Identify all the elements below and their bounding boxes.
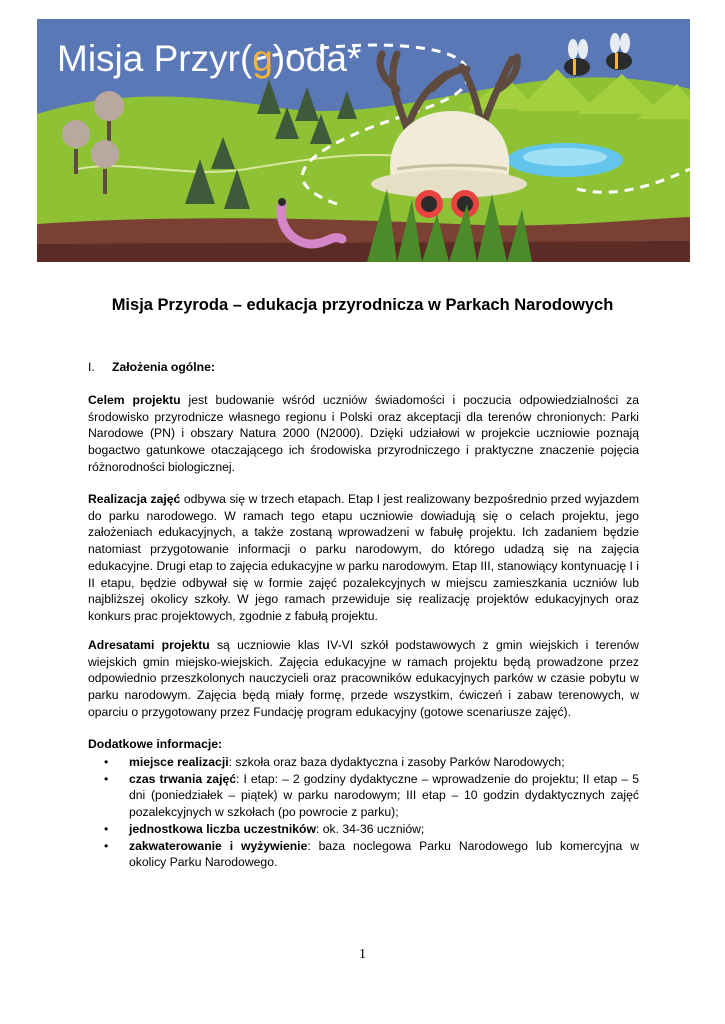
bullet: • xyxy=(104,821,109,836)
additional-info-list xyxy=(88,754,639,871)
bullet: • xyxy=(104,771,109,786)
additional-info-heading: Dodatkowe informacje: xyxy=(88,737,223,751)
paragraph-realization xyxy=(88,491,639,625)
section-title: Założenia ogólne: xyxy=(112,360,215,374)
bullet: • xyxy=(104,755,109,769)
paragraph-text: odbywa się w trzech etapach. Etap I jest realizowany bezpośrednio przed wyjazdem do parku narodowego. W ramach tego etapu uczniowie dowiadują się o celach projektu, jego założeniach edukacyjnych, a także zostaną wprowadzeni w fabułę projektu. Ich zadaniem będzie natomiast przygotowanie informacji o parku narodowym, do którego udadzą się na zajęcia edukacyjne. Drugi etap to zajęcia edukacyjne w parku narodowym. Etap III, stanowiący kontynuację I i II etapu, będzie odbywał się w formie zajęć pozalekcyjnych w miejscu zamieszkania uczniów lub najbliższej okolicy szkoły. W jego ramach przewiduje się realizację projektów edukacyjnych oraz konkurs prac projektowych, zgodnie z fabułą projektu. xyxy=(88,492,639,623)
paragraph-text: są uczniowie klas IV-VI szkół podstawowych z gmin wiejskich i terenów wiejskich gmin miejsko-wiejskich. Zajęcia edukacyjne w ramach projektu będą prowadzone przez odpowiednio przeszkolonych nauczycieli oraz pracowników edukacyjnych parków w czasie pobytu w parku narodowym. Zajęcia będą miały formę, przede wszystkim, ćwiczeń i zabaw terenowych, w oparciu o przygotowany przez Fundację program edukacyjny (gotowe scenariusze zajęć). xyxy=(88,638,639,719)
list-item: • zakwaterowanie i wyżywienie: baza noclegowa Parku Narodowego lub komercyjna w okolicy Parku Narodowego. xyxy=(104,838,639,870)
paragraph-goal xyxy=(88,392,639,476)
header-banner xyxy=(37,19,690,262)
banner-title: Misja Przyr(g)oda* xyxy=(57,38,362,79)
document-title: Misja Przyroda – edukacja przyrodnicza w Parkach Narodowych xyxy=(111,296,614,314)
paragraph-audience xyxy=(88,637,639,721)
page-number: 1 xyxy=(359,947,366,962)
list-item: • jednostkowa liczba uczestników: ok. 34-36 uczniów; xyxy=(104,821,425,836)
section-heading xyxy=(88,360,215,374)
paragraph-lead: Adresatami projektu xyxy=(88,638,210,652)
paragraph-lead: Realizacja zajęć xyxy=(88,492,181,506)
section-number: I. xyxy=(88,360,95,374)
list-item: • czas trwania zajęć: I etap: – 2 godziny dydaktyczne – wprowadzenie do projektu; II etap – 5 dni (poniedziałek – piątek) w parku narodowym; III etap – 10 godzin dydaktycznych zajęć pozalekcyjnych w szkołach (po powrocie z parku); xyxy=(104,771,639,820)
banner-illustration xyxy=(37,19,690,262)
list-item: • miejsce realizacji: szkoła oraz baza dydaktyczna i zasoby Parków Narodowych; xyxy=(104,755,565,769)
paragraph-text: jest budowanie wśród uczniów świadomości i poczucia odpowiedzialności za środowisko przyrodnicze własnego regionu i Polski oraz akceptacji dla terenów chronionych: Parki Narodowe (PN) i obszary Natura 2000 (N2000). Dzięki udziałowi w projekcie uczniowie poznają bogactwo gatunkowe otaczającego ich środowiska przyrodniczego i praktyczne znaczenie pojęcia różnorodności biologicznej. xyxy=(88,393,639,474)
paragraph-lead: Celem projektu xyxy=(88,393,181,407)
bullet: • xyxy=(104,838,109,853)
